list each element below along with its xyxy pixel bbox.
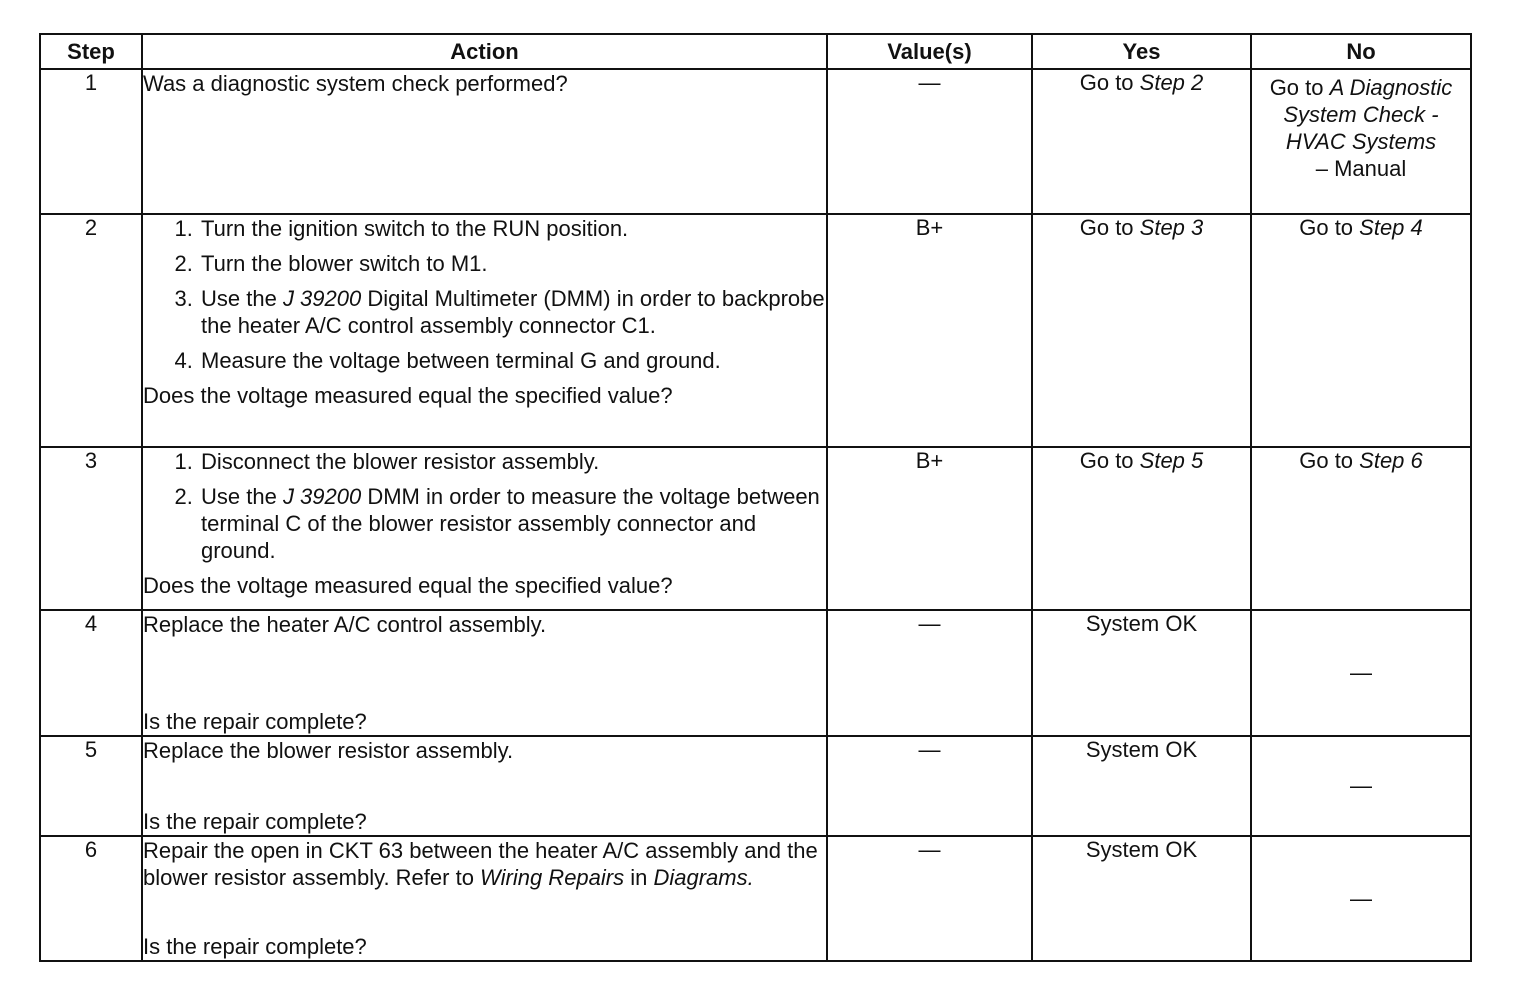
action-text: Replace the blower resistor assembly. xyxy=(143,738,514,763)
header-no: No xyxy=(1251,34,1471,69)
no-cell: — xyxy=(1251,610,1471,736)
instruction-item xyxy=(199,285,826,339)
yes-prefix: Go to xyxy=(1079,448,1140,473)
no-cell xyxy=(1251,447,1471,610)
question-text: Does the voltage measured equal the specified value? xyxy=(143,573,673,598)
action-cell xyxy=(142,69,827,214)
yes-cell xyxy=(1032,447,1251,610)
value-cell: — xyxy=(827,836,1032,961)
value-cell: B+ xyxy=(827,214,1032,447)
instruction-item: 1. Turn the ignition switch to the RUN position. xyxy=(199,215,826,242)
no-cell xyxy=(1251,214,1471,447)
no-prefix: Go to xyxy=(1299,215,1360,240)
action-text: Replace the heater A/C control assembly. xyxy=(143,612,547,637)
yes-prefix: Go to xyxy=(1079,70,1140,95)
step-number: 6 xyxy=(40,836,142,961)
instruction-text: DMM in order to measure the voltage between terminal C of the blower resistor assembly connector and ground. xyxy=(201,484,820,563)
question-text: Is the repair complete? xyxy=(143,709,367,734)
yes-step-link: Step 5 xyxy=(1139,448,1204,473)
action-text: Was a diagnostic system check performed? xyxy=(143,71,568,96)
step-number: 4 xyxy=(40,610,142,736)
tool-reference: J 39200 xyxy=(282,286,362,311)
no-cell xyxy=(1251,69,1471,214)
wiring-repairs-reference: Wiring Repairs xyxy=(480,865,625,890)
yes-cell xyxy=(1032,69,1251,214)
value-cell: — xyxy=(827,736,1032,836)
table-row xyxy=(40,69,1471,214)
no-prefix: Go to xyxy=(1269,75,1330,100)
no-procedure-link: A Diagnostic System Check - HVAC Systems xyxy=(1283,75,1453,154)
instruction-list xyxy=(143,215,826,374)
action-cell xyxy=(142,836,827,961)
yes-cell: System OK xyxy=(1032,610,1251,736)
instruction-text: Use the xyxy=(201,484,283,509)
question-text: Is the repair complete? xyxy=(143,934,367,959)
yes-step-link: Step 3 xyxy=(1139,215,1204,240)
yes-step-link: Step 2 xyxy=(1139,70,1204,95)
action-cell xyxy=(142,610,827,736)
diagrams-reference: Diagrams. xyxy=(653,865,754,890)
no-suffix: – Manual xyxy=(1315,156,1407,181)
table-row xyxy=(40,447,1471,610)
no-step-link: Step 6 xyxy=(1359,448,1423,473)
action-cell xyxy=(142,447,827,610)
action-text-part: Repair the open in CKT 63 between the heater A/C assembly and the blower resistor assembly. Refer to xyxy=(143,838,818,890)
instruction-item: 4. Measure the voltage between terminal G and ground. xyxy=(199,347,826,374)
header-value: Value(s) xyxy=(827,34,1032,69)
action-text xyxy=(143,837,826,891)
no-cell: — xyxy=(1251,736,1471,836)
yes-cell: System OK xyxy=(1032,736,1251,836)
diagnostic-table xyxy=(39,33,1472,962)
no-cell: — xyxy=(1251,836,1471,961)
step-number: 3 xyxy=(40,447,142,610)
action-cell xyxy=(142,214,827,447)
yes-cell: System OK xyxy=(1032,836,1251,961)
question-text: Is the repair complete? xyxy=(143,809,367,834)
yes-prefix: Go to xyxy=(1079,215,1140,240)
instruction-text: Use the xyxy=(201,286,283,311)
table-row xyxy=(40,610,1471,736)
header-step: Step xyxy=(40,34,142,69)
header-action: Action xyxy=(142,34,827,69)
question-text: Does the voltage measured equal the specified value? xyxy=(143,383,673,408)
value-cell: — xyxy=(827,610,1032,736)
action-cell xyxy=(142,736,827,836)
value-cell: — xyxy=(827,69,1032,214)
instruction-item: 2. Turn the blower switch to M1. xyxy=(199,250,826,277)
instruction-item: 1. Disconnect the blower resistor assembly. xyxy=(199,448,826,475)
step-number: 5 xyxy=(40,736,142,836)
no-step-link: Step 4 xyxy=(1359,215,1423,240)
action-text-part: in xyxy=(624,865,654,890)
table-row xyxy=(40,736,1471,836)
yes-cell xyxy=(1032,214,1251,447)
step-number: 1 xyxy=(40,69,142,214)
header-yes: Yes xyxy=(1032,34,1251,69)
table-row xyxy=(40,214,1471,447)
header-row xyxy=(40,34,1471,69)
instruction-text: Digital Multimeter (DMM) in order to backprobe the heater A/C control assembly connector C1. xyxy=(201,286,825,338)
instruction-list xyxy=(143,448,826,564)
tool-reference: J 39200 xyxy=(282,484,362,509)
step-number: 2 xyxy=(40,214,142,447)
no-prefix: Go to xyxy=(1299,448,1360,473)
instruction-item xyxy=(199,483,826,564)
value-cell: B+ xyxy=(827,447,1032,610)
table-row xyxy=(40,836,1471,961)
